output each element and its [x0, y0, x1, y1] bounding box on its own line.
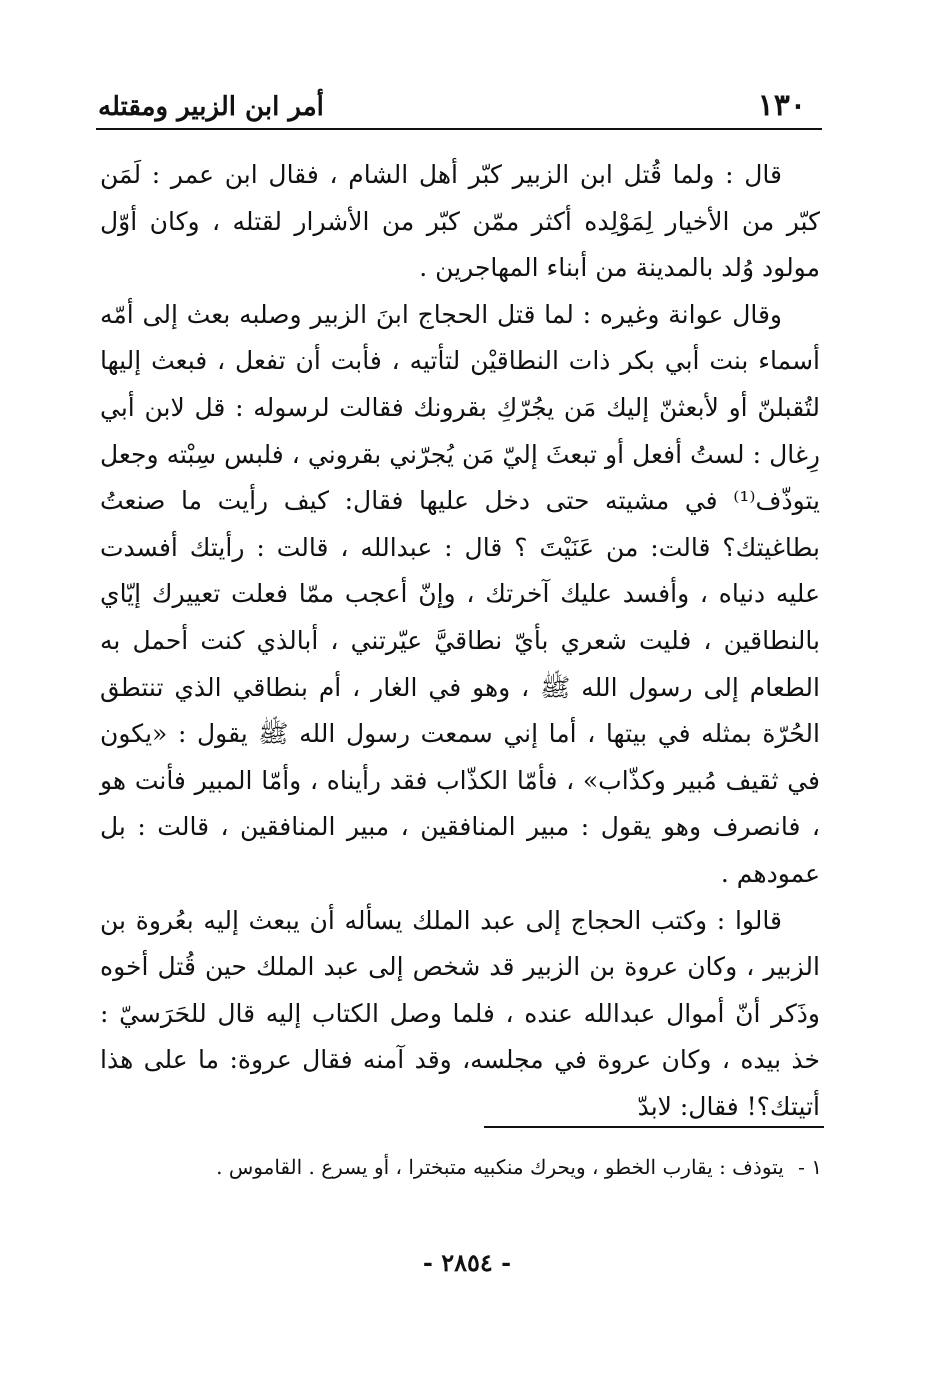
- body-text: [100, 152, 820, 1130]
- running-header: [96, 82, 824, 126]
- paragraph-3: قالوا : وكتب الحجاج إلى عبد الملك يسأله أن يبعث إليه بعُروة بن الزبير ، وكان عروة بن الزبير قد شخص إلى عبد الملك حين قُتل أخوه وذَكر أنّ أموال عبدالله عنده ، فلما وصل الكتاب إليه قال للحَرَسيّ : خذ بيده ، وكان عروة في مجلسه، وقد آمنه فقال عروة: ما على هذا أتيتك؟! فقال: لابدّ: [100, 905, 820, 1121]
- paragraph-1: قال : ولما قُتل ابن الزبير كبّر أهل الشام ، فقال ابن عمر : لَمَن كبّر من الأخيار لِمَوْلِده أكثر ممّن كبّر من الأشرار لقتله ، وكان أوّل مولود وُلد بالمدينة من أبناء المهاجرين .: [100, 160, 820, 283]
- footnote-number: ١ -: [798, 1155, 822, 1179]
- paragraph-2: وقال عوانة وغيره : لما قتل الحجاج ابنَ الزبير وصلبه بعث إلى أمّه أسماء بنت أبي بكر ذات النطاقيْن لتأتيه ، فأبت أن تفعل ، فبعث إليها لتُقبلنّ أو لأبعثنّ إليك مَن يجُرّكِ بقرونك فقالت لرسوله : قل لابن أبي رِغال : لستُ أفعل أو تبعثَ إليّ مَن يُجرّني بقروني ، فلبس سِبْته وجعل يتوذّف⁽¹⁾ في مشيته حتى دخل عليها فقال: كيف رأيت ما صنعتُ بطاغيتك؟ قالت: من عَنَيْتَ ؟ قال : عبدالله ، قالت : رأيتك أفسدت عليه دنياه ، وأفسد عليك آخرتك ، وإنّ أعجب ممّا فعلت تعييرك إيّاي بالنطاقين ، فليت شعري بأيّ نطاقيَّ عيّرتني ، أبالذي كنت أحمل به الطعام إلى رسول الله ﷺ ، وهو في الغار ، أم بنطاقي الذي تنتطق الحُرّة بمثله في بيتها ، أما إني سمعت رسول الله ﷺ يقول : «يكون في ثقيف مُبير وكذّاب» ، فأمّا الكذّاب فقد رأيناه ، وأمّا المبير فأنت هو ، فانصرف وهو يقول : مبير المنافقين ، مبير المنافقين ، قالت : بل عمودهم .: [100, 299, 820, 888]
- running-title: أمر ابن الزبير ومقتله: [98, 92, 324, 122]
- footnote-divider: [484, 1126, 824, 1128]
- header-divider: [96, 128, 822, 130]
- footnote: [100, 1152, 822, 1182]
- page-number-bottom: - ٢٨٥٤ -: [422, 1248, 512, 1277]
- page-number-top: ١٣٠: [757, 88, 806, 123]
- footnote-text: يتوذف : يقارب الخطو ، ويحرك منكبيه متبخترا ، أو يسرع . القاموس .: [216, 1155, 784, 1179]
